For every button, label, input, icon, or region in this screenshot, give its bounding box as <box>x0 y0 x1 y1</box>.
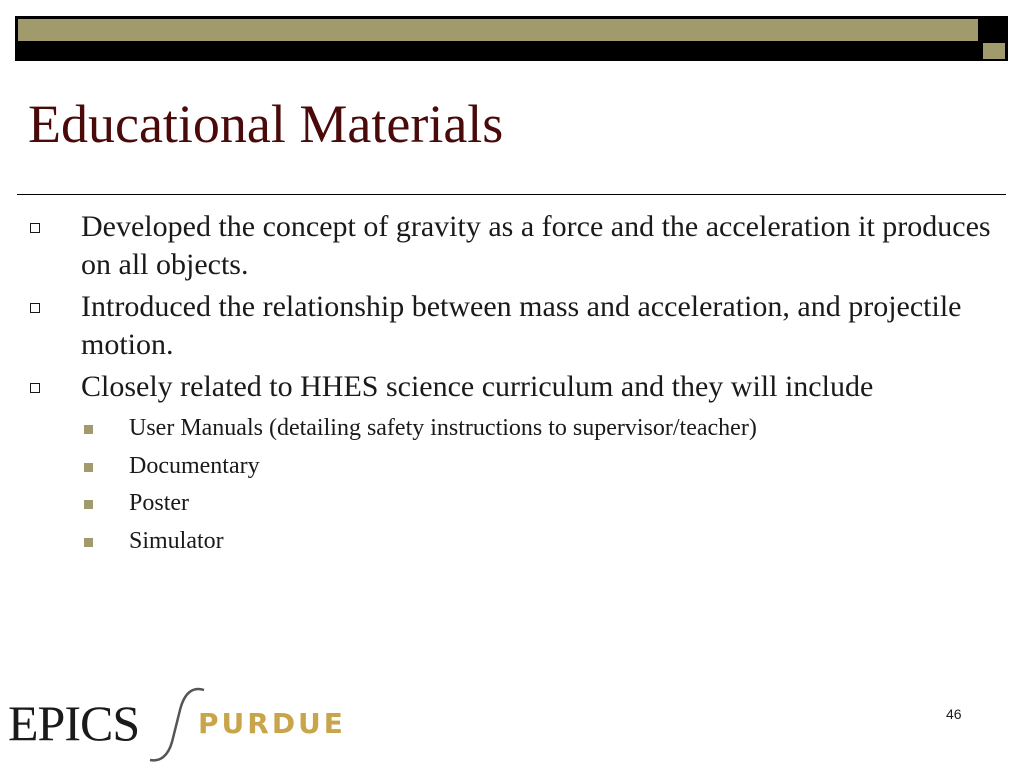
header-bar-accent <box>18 19 978 41</box>
sub-bullet-text: User Manuals (detailing safety instructions to supervisor/teacher) <box>129 415 757 441</box>
sub-bullet-item <box>0 448 1024 486</box>
filled-square-bullet-icon <box>84 425 93 434</box>
filled-square-bullet-icon <box>84 500 93 509</box>
slide-title: Educational Materials <box>28 94 504 154</box>
slide-content <box>0 208 1024 560</box>
bullet-text: Introduced the relationship between mass and acceleration, and projectile motion. <box>81 290 962 361</box>
sub-bullet-text: Poster <box>129 490 189 516</box>
bullet-text: Closely related to HHES science curriculum and they will include <box>81 370 874 403</box>
header-corner-square <box>983 43 1005 59</box>
filled-square-bullet-icon <box>84 538 93 547</box>
epics-purdue-logo <box>8 686 348 766</box>
bullet-item <box>0 208 1024 284</box>
sub-bullet-item <box>0 410 1024 448</box>
title-divider <box>17 194 1006 195</box>
sub-bullet-item <box>0 523 1024 561</box>
logo-purdue-text: PURDUE <box>198 707 346 740</box>
hollow-square-bullet-icon <box>30 223 40 233</box>
sub-bullet-item <box>0 485 1024 523</box>
sub-bullet-text: Documentary <box>129 452 260 479</box>
bullet-item <box>0 288 1024 364</box>
bullet-text: Developed the concept of gravity as a force and the acceleration it produces on all objects. <box>81 210 991 281</box>
hollow-square-bullet-icon <box>30 303 40 313</box>
filled-square-bullet-icon <box>84 463 93 472</box>
sub-bullet-text: Simulator <box>129 527 224 554</box>
bullet-item <box>0 368 1024 406</box>
page-number: 46 <box>946 706 962 722</box>
logo-epics-text: EPICS <box>8 695 140 751</box>
hollow-square-bullet-icon <box>30 383 40 393</box>
